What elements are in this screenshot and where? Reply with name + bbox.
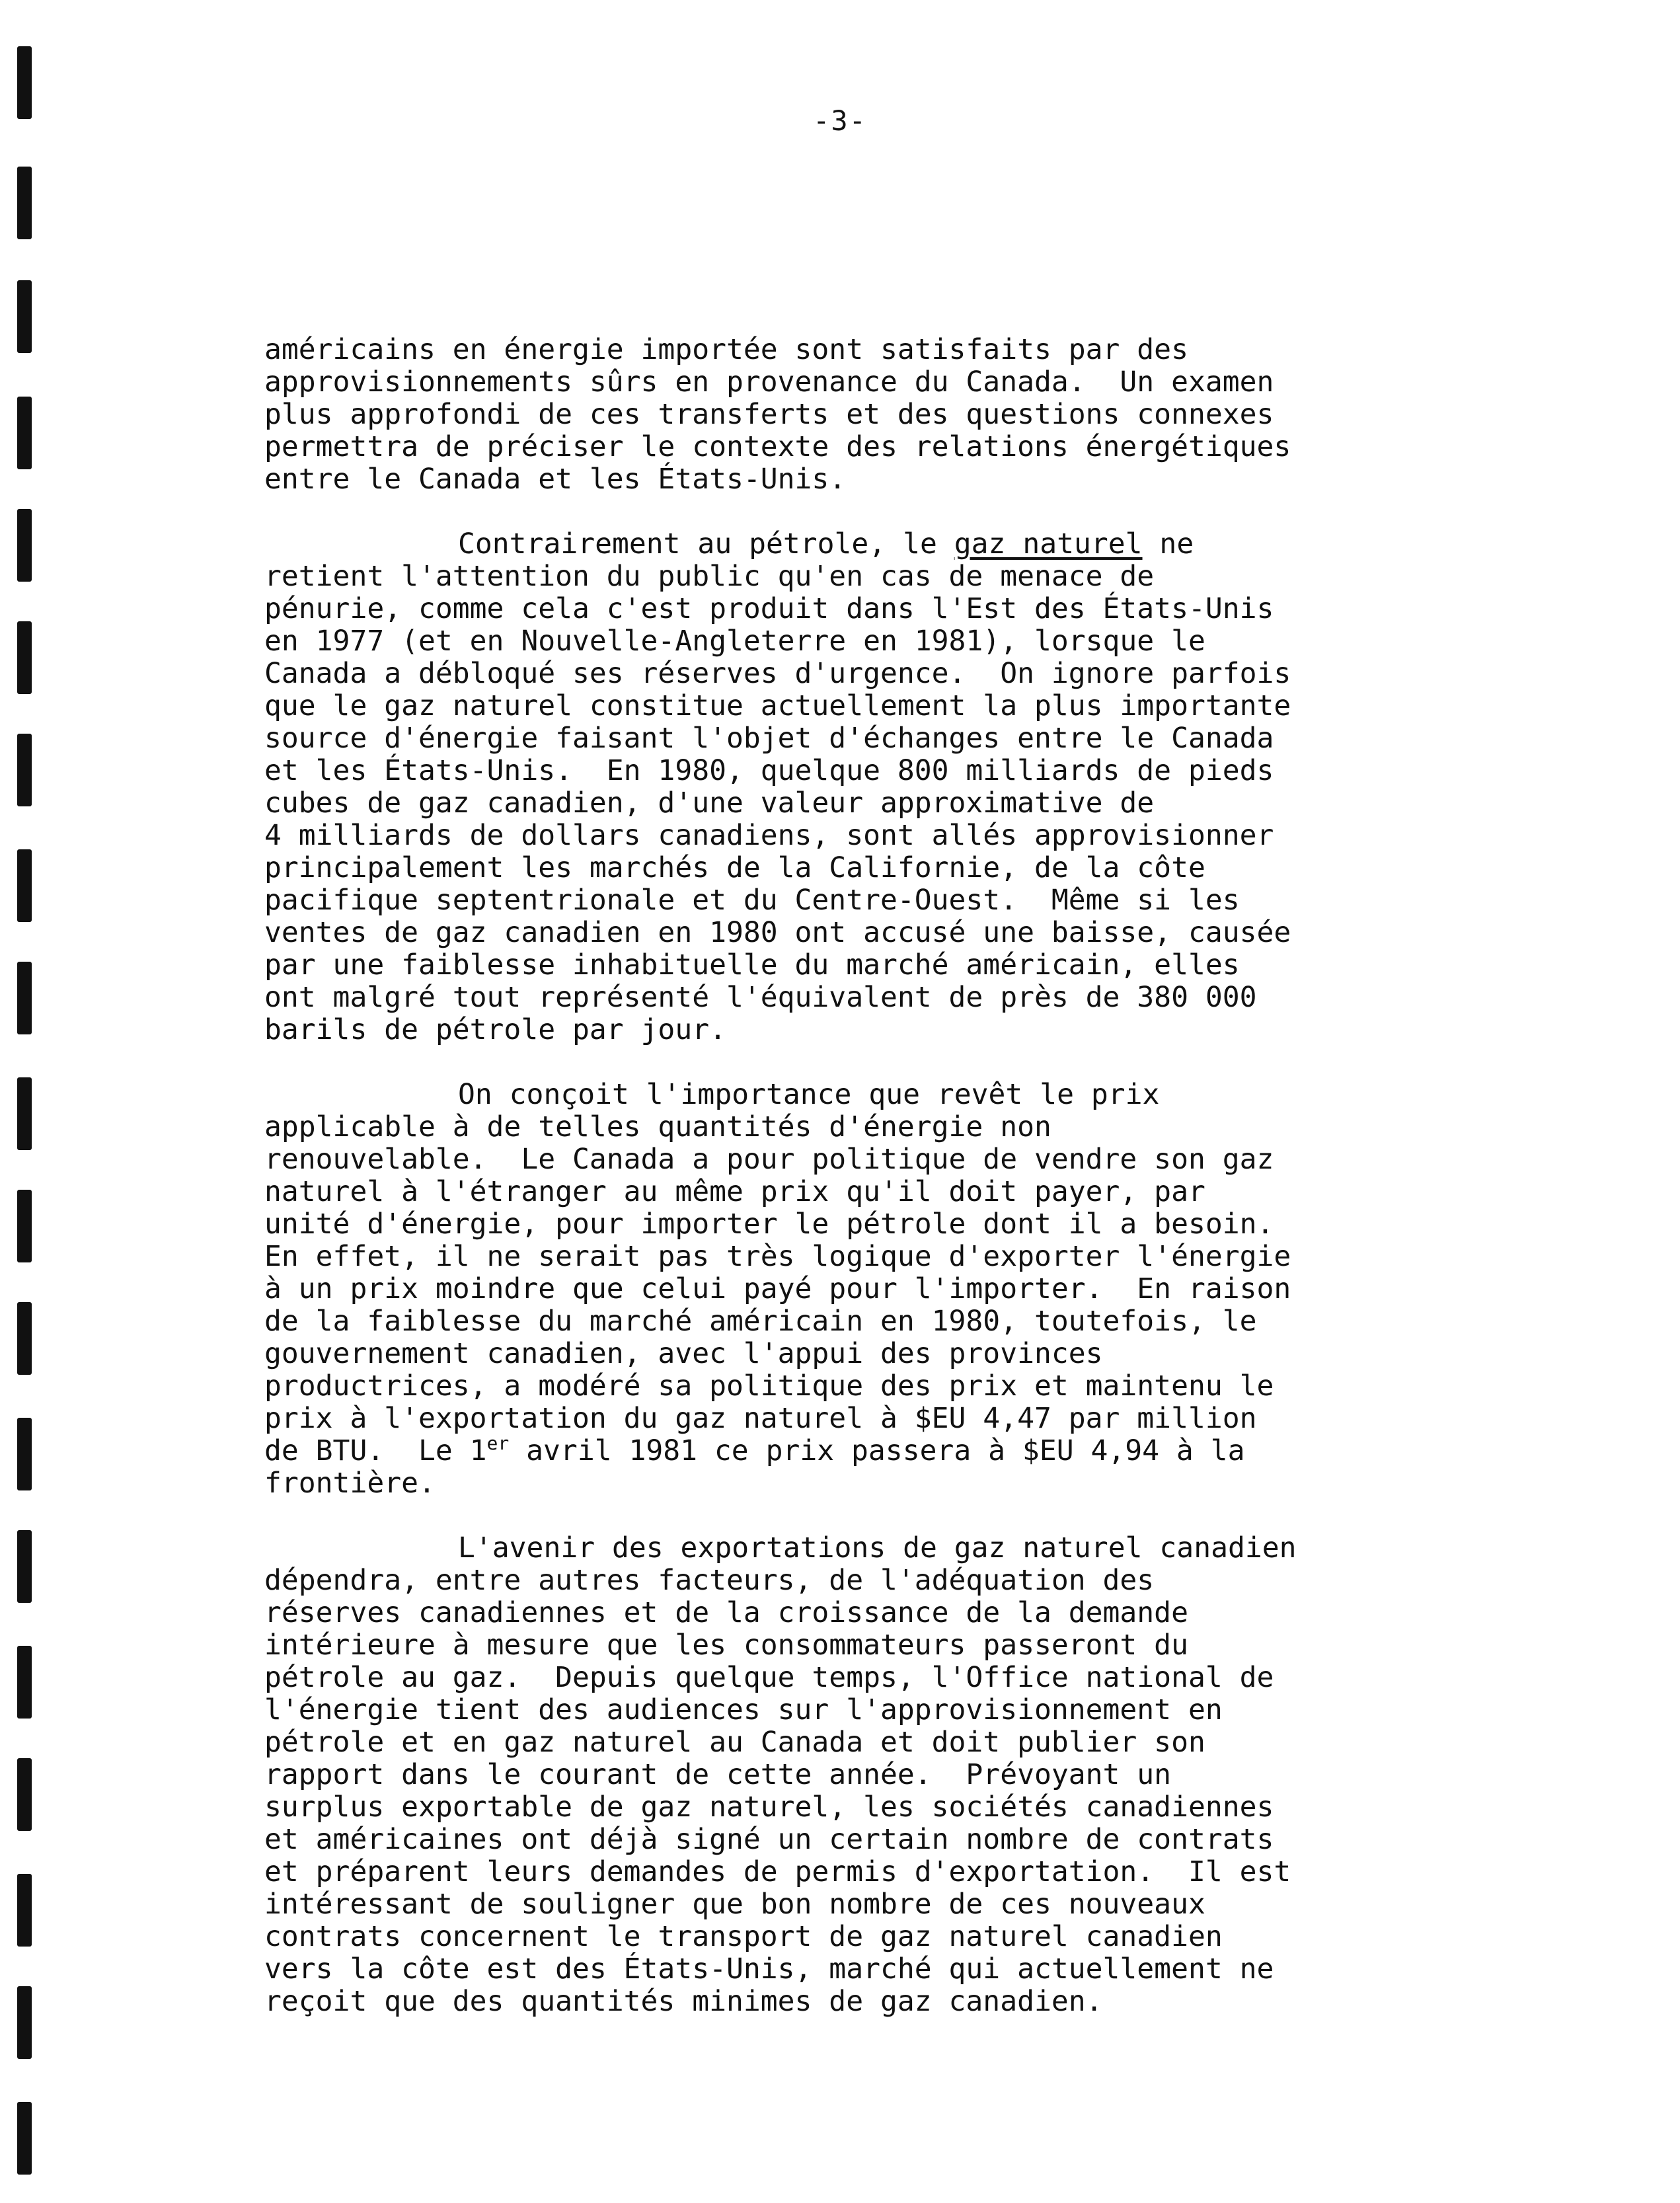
- text-line: On conçoit l'importance que revêt le prix: [458, 1078, 1160, 1111]
- binding-mark: [17, 1874, 32, 1947]
- text-line: dépendra, entre autres facteurs, de l'adéquation des: [264, 1564, 1155, 1597]
- text-line: et américaines ont déjà signé un certain nombre de contrats: [264, 1823, 1274, 1856]
- text-line: plus approfondi de ces transferts et des questions connexes: [264, 398, 1274, 431]
- binding-mark: [17, 1758, 32, 1831]
- paragraph-3: [264, 1079, 1467, 1500]
- text-line: pacifique septentrionale et du Centre-Ouest. Même si les: [264, 884, 1240, 917]
- text-line: barils de pétrole par jour.: [264, 1013, 726, 1046]
- text-line: L'avenir des exportations de gaz naturel canadien: [458, 1531, 1297, 1565]
- paragraph-2: [264, 528, 1467, 1046]
- underlined-term: gaz naturel: [954, 527, 1143, 560]
- binding-mark: [17, 167, 32, 239]
- text-line: approvisionnements sûrs en provenance du Canada. Un examen: [264, 366, 1274, 399]
- binding-mark: [17, 621, 32, 694]
- binding-mark: [17, 1418, 32, 1490]
- text-line: naturel à l'étranger au même prix qu'il doit payer, par: [264, 1175, 1205, 1208]
- text-line: pétrole et en gaz naturel au Canada et doit publier son: [264, 1726, 1205, 1759]
- binding-mark: [17, 849, 32, 922]
- text-line: [264, 528, 1467, 560]
- text-fragment: Contrairement au pétrole, le: [458, 527, 954, 560]
- text-line: pénurie, comme cela c'est produit dans l'Est des États-Unis: [264, 592, 1274, 625]
- text-line: source d'énergie faisant l'objet d'échanges entre le Canada: [264, 722, 1274, 755]
- text-line: vers la côte est des États-Unis, marché qui actuellement ne: [264, 1952, 1274, 1986]
- text-line: unité d'énergie, pour importer le pétrole dont il a besoin.: [264, 1208, 1274, 1241]
- text-line: prix à l'exportation du gaz naturel à $EU 4,47 par million: [264, 1402, 1257, 1435]
- binding-mark: [17, 734, 32, 806]
- text-line: par une faiblesse inhabituelle du marché américain, elles: [264, 948, 1240, 982]
- binding-mark: [17, 1646, 32, 1719]
- text-line: permettra de préciser le contexte des relations énergétiques: [264, 430, 1291, 463]
- body-text: [264, 334, 1467, 2018]
- binding-mark: [17, 1530, 32, 1603]
- page-number: -3-: [813, 104, 867, 137]
- text-line: frontière.: [264, 1467, 436, 1500]
- text-line: rapport dans le courant de cette année. Prévoyant un: [264, 1758, 1172, 1791]
- text-line: retient l'attention du public qu'en cas de menace de: [264, 560, 1155, 593]
- text-line: productrices, a modéré sa politique des prix et maintenu le: [264, 1370, 1274, 1403]
- binding-mark: [17, 397, 32, 469]
- text-line: américains en énergie importée sont satisfaits par des: [264, 333, 1188, 366]
- paragraph-4: [264, 1532, 1467, 2018]
- text-line: l'énergie tient des audiences sur l'approvisionnement en: [264, 1693, 1223, 1726]
- text-line: 4 milliards de dollars canadiens, sont allés approvisionner: [264, 819, 1274, 852]
- text-line: intérieure à mesure que les consommateurs passeront du: [264, 1629, 1188, 1662]
- binding-marks: [17, 46, 36, 2188]
- text-line: à un prix moindre que celui payé pour l'importer. En raison: [264, 1272, 1291, 1305]
- text-line: [264, 1432, 1467, 1467]
- text-line: gouvernement canadien, avec l'appui des provinces: [264, 1337, 1103, 1370]
- text-line: cubes de gaz canadien, d'une valeur approximative de: [264, 787, 1155, 820]
- text-line: que le gaz naturel constitue actuellement la plus importante: [264, 689, 1291, 722]
- text-line: en 1977 (et en Nouvelle-Angleterre en 1981), lorsque le: [264, 625, 1205, 658]
- superscript: er: [486, 1432, 510, 1454]
- text-fragment: de BTU. Le 1: [264, 1434, 487, 1467]
- text-line: réserves canadiennes et de la croissance de la demande: [264, 1596, 1188, 1629]
- text-line: ont malgré tout représenté l'équivalent de près de 380 000: [264, 981, 1257, 1014]
- text-line: applicable à de telles quantités d'énergie non: [264, 1110, 1051, 1143]
- binding-mark: [17, 280, 32, 353]
- binding-mark: [17, 962, 32, 1034]
- text-fragment: ne: [1142, 527, 1194, 560]
- binding-mark: [17, 1986, 32, 2059]
- paragraph-1: [264, 334, 1467, 496]
- binding-mark: [17, 1190, 32, 1262]
- text-line: ventes de gaz canadien en 1980 ont accusé une baisse, causée: [264, 916, 1291, 949]
- text-line: intéressant de souligner que bon nombre de ces nouveaux: [264, 1888, 1205, 1921]
- binding-mark: [17, 2102, 32, 2175]
- binding-mark: [17, 1077, 32, 1150]
- text-fragment: avril 1981 ce prix passera à $EU 4,94 à la: [509, 1434, 1245, 1467]
- text-line: et préparent leurs demandes de permis d'exportation. Il est: [264, 1855, 1291, 1888]
- text-line: reçoit que des quantités minimes de gaz canadien.: [264, 1985, 1103, 2018]
- text-line: principalement les marchés de la Californie, de la côte: [264, 851, 1205, 884]
- text-line: pétrole au gaz. Depuis quelque temps, l'Office national de: [264, 1661, 1274, 1694]
- text-line: En effet, il ne serait pas très logique d'exporter l'énergie: [264, 1240, 1291, 1273]
- text-line: de la faiblesse du marché américain en 1980, toutefois, le: [264, 1305, 1257, 1338]
- binding-mark: [17, 509, 32, 582]
- text-line: et les États-Unis. En 1980, quelque 800 milliards de pieds: [264, 754, 1274, 787]
- text-line: renouvelable. Le Canada a pour politique de vendre son gaz: [264, 1143, 1274, 1176]
- text-line: entre le Canada et les États-Unis.: [264, 463, 847, 496]
- text-line: contrats concernent le transport de gaz naturel canadien: [264, 1920, 1223, 1953]
- text-line: surplus exportable de gaz naturel, les sociétés canadiennes: [264, 1791, 1274, 1824]
- text-line: Canada a débloqué ses réserves d'urgence. On ignore parfois: [264, 657, 1291, 690]
- binding-mark: [17, 1302, 32, 1375]
